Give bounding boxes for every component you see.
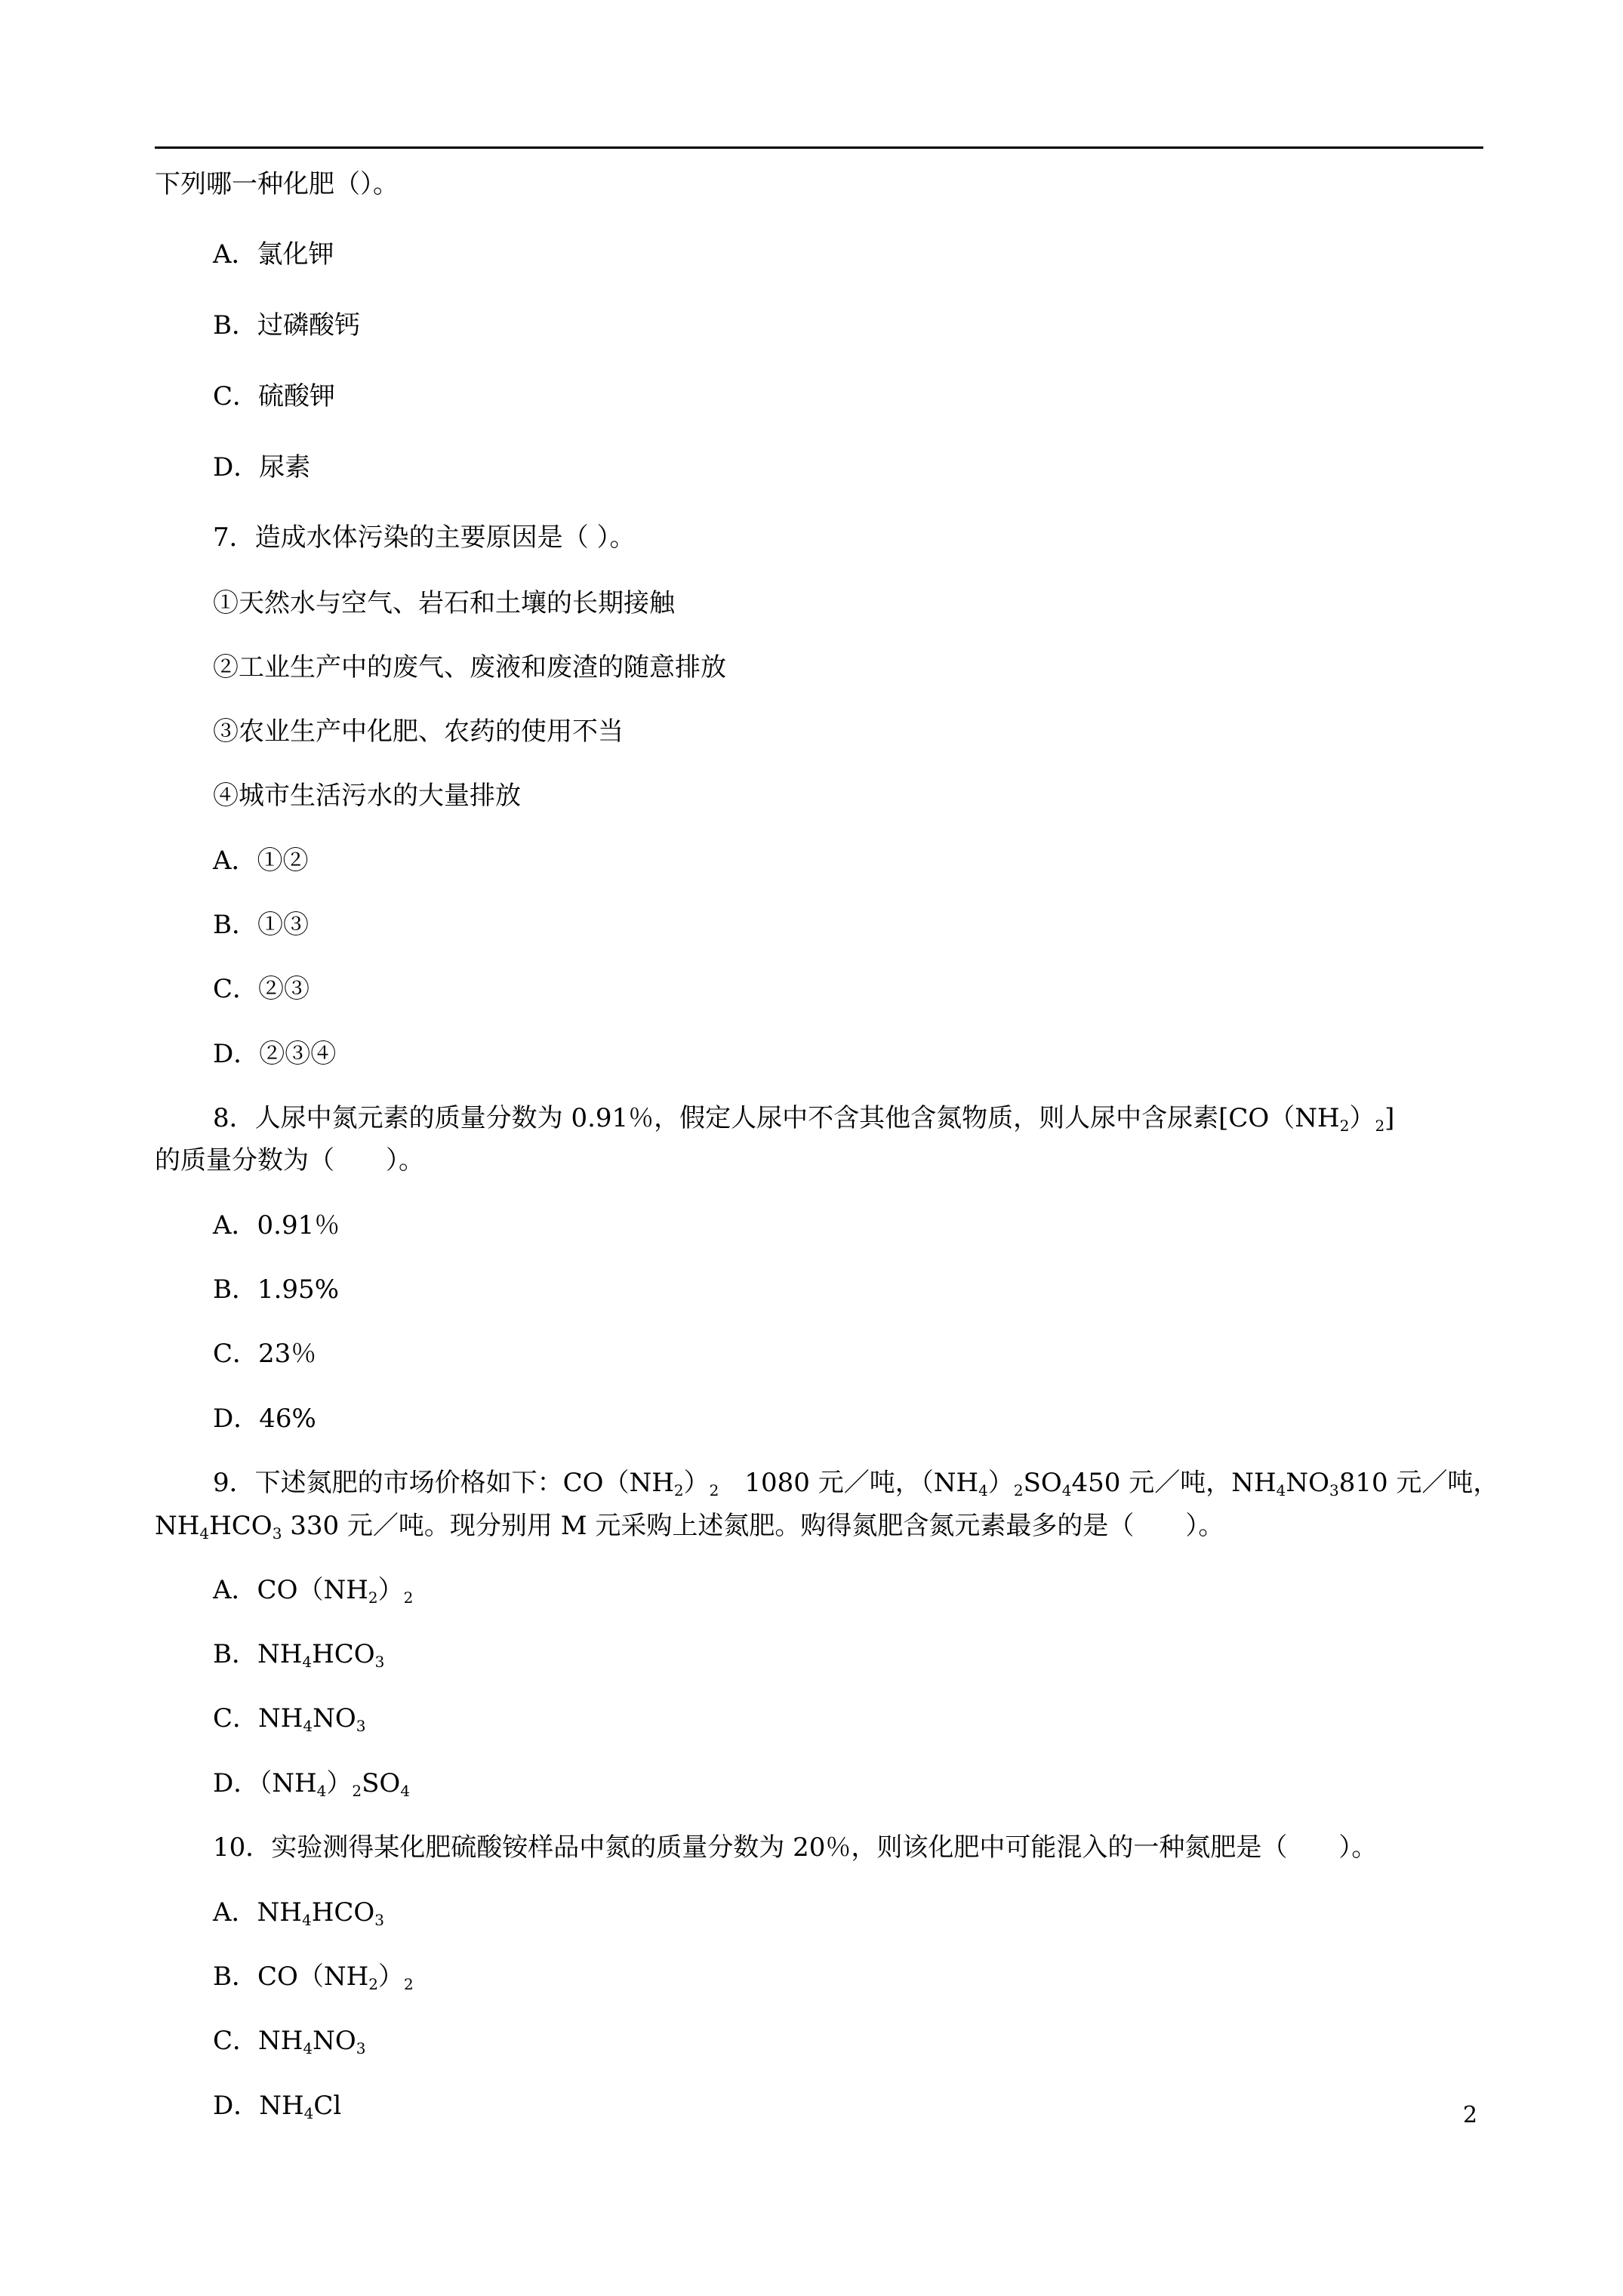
- q7-statement-3: ③农业生产中化肥、农药的使用不当: [213, 717, 624, 747]
- q7-option-b: B．①③: [213, 910, 309, 940]
- subscript: 2: [1013, 1481, 1024, 1499]
- subscript: 3: [374, 1911, 384, 1929]
- q9-option-text: A．CO（NH: [213, 1575, 368, 1605]
- q10-option-d: [213, 2089, 341, 2122]
- q7-stem: 7．造成水体污染的主要原因是（ ）。: [213, 522, 636, 553]
- q10-option-c: [213, 2024, 366, 2057]
- q9-option-text: B．NH: [213, 1639, 303, 1669]
- q7-statement-2: ②工业生产中的废气、废液和废渣的随意排放: [213, 652, 726, 683]
- q9-text: ）: [987, 1468, 1014, 1498]
- subscript: 4: [1061, 1481, 1072, 1499]
- q9-text: NH: [155, 1511, 200, 1541]
- subscript: 4: [303, 2104, 314, 2122]
- q7-option-c: C．②③: [213, 974, 310, 1004]
- q9-text: HCO: [209, 1511, 273, 1541]
- subscript: 2: [404, 1975, 414, 1993]
- subscript: 4: [1276, 1481, 1286, 1499]
- subscript: 4: [301, 1911, 312, 1929]
- q10-option-text: D．NH: [213, 2091, 304, 2121]
- subscript: 2: [1339, 1117, 1350, 1135]
- q10-option-a: [213, 1896, 384, 1929]
- subscript: 4: [303, 1717, 313, 1735]
- q9-text: SO: [1023, 1468, 1062, 1498]
- subscript: 2: [403, 1589, 414, 1607]
- q9-stem-line1: [213, 1466, 1498, 1499]
- q7-option-a: A．①②: [213, 846, 309, 876]
- subscript: 3: [272, 1524, 282, 1542]
- q8-option-b: B．1.95%: [213, 1274, 339, 1305]
- q9-option-c: [213, 1702, 366, 1735]
- q6-option-a: A．氯化钾: [213, 239, 334, 270]
- subscript: 3: [356, 1717, 366, 1735]
- q10-option-b: [213, 1960, 414, 1993]
- q9-option-text: ）: [377, 1575, 404, 1605]
- q10-option-text: NO: [313, 2026, 356, 2056]
- q8-option-d: D．46%: [213, 1404, 316, 1434]
- q9-text: NO: [1286, 1468, 1329, 1498]
- q8-option-a: A．0.91％: [213, 1210, 340, 1240]
- subscript: 2: [673, 1481, 684, 1499]
- q10-option-text: C．NH: [213, 2026, 303, 2056]
- subscript: 4: [978, 1481, 988, 1499]
- q6-option-b: B．过磷酸钙: [213, 310, 360, 341]
- subscript: 2: [368, 1589, 378, 1607]
- q9-option-b: [213, 1638, 384, 1671]
- q6-stem-end: ）。: [360, 169, 399, 199]
- subscript: 4: [199, 1524, 210, 1542]
- q8-option-c: C．23％: [213, 1339, 317, 1369]
- subscript: 4: [303, 2039, 313, 2057]
- q9-text: 1080 元／吨，（NH: [719, 1468, 979, 1498]
- q9-text: 450 元／吨，NH: [1071, 1468, 1277, 1498]
- q6-stem-start: 下列哪一种化肥（: [155, 169, 360, 199]
- q9-option-d: [213, 1767, 410, 1800]
- subscript: 3: [374, 1653, 385, 1671]
- q10-option-text: A．NH: [213, 1897, 302, 1928]
- q10-option-text: B．CO（NH: [213, 1962, 369, 1992]
- subscript: 2: [709, 1481, 719, 1499]
- q10-option-text: ）: [378, 1962, 405, 1992]
- q9-option-text: SO: [362, 1768, 401, 1798]
- q9-option-text: HCO: [312, 1639, 375, 1669]
- subscript: 2: [1375, 1117, 1385, 1135]
- q7-statement-1: ①天然水与空气、岩石和土壤的长期接触: [213, 588, 675, 618]
- q6-option-c: C．硫酸钾: [213, 381, 336, 411]
- q8-stem-text: 8．人尿中氮元素的质量分数为 0.91％，假定人尿中不含其他含氮物质，则人尿中含尿素[CO（NH: [213, 1103, 1340, 1133]
- subscript: 4: [316, 1782, 327, 1800]
- q9-option-text: ）: [326, 1768, 353, 1798]
- q9-option-text: NO: [313, 1703, 356, 1734]
- subscript: 2: [368, 1975, 379, 1993]
- subscript: 4: [302, 1653, 313, 1671]
- subscript: 2: [352, 1782, 362, 1800]
- q6-stem: [155, 168, 399, 201]
- q10-option-text: Cl: [313, 2091, 342, 2121]
- subscript: 4: [400, 1782, 411, 1800]
- q8-stem-text: ]: [1384, 1103, 1395, 1133]
- subscript: 3: [356, 2039, 366, 2057]
- page-number: 2: [1463, 2102, 1478, 2128]
- q9-option-a: [213, 1573, 413, 1607]
- q8-stem-text: ）: [1349, 1103, 1375, 1133]
- header-rule: [155, 146, 1483, 149]
- q7-statement-4: ④城市生活污水的大量排放: [213, 781, 521, 811]
- q9-text: 330 元／吨。现分别用 M 元采购上述氮肥。购得氮肥含氮元素最多的是（ ）。: [282, 1511, 1224, 1541]
- q8-stem-line2: 的质量分数为（ ）。: [155, 1145, 424, 1176]
- q7-option-d: D．②③④: [213, 1039, 337, 1069]
- q10-stem: 10．实验测得某化肥硫酸铵样品中氮的质量分数为 20％，则该化肥中可能混入的一种氮肥是（ ）。: [213, 1832, 1378, 1863]
- subscript: 3: [1329, 1481, 1339, 1499]
- q8-stem-line1: [213, 1102, 1394, 1135]
- q9-text: ）: [683, 1468, 710, 1498]
- q9-option-text: D．（NH: [213, 1768, 317, 1798]
- q9-text: 9．下述氮肥的市场价格如下：CO（NH: [213, 1468, 674, 1498]
- q9-text: 810 元／吨，: [1338, 1468, 1499, 1498]
- q9-stem-line2: [155, 1509, 1224, 1542]
- q9-option-text: C．NH: [213, 1703, 303, 1734]
- q6-option-d: D．尿素: [213, 452, 311, 482]
- q10-option-text: HCO: [311, 1897, 375, 1928]
